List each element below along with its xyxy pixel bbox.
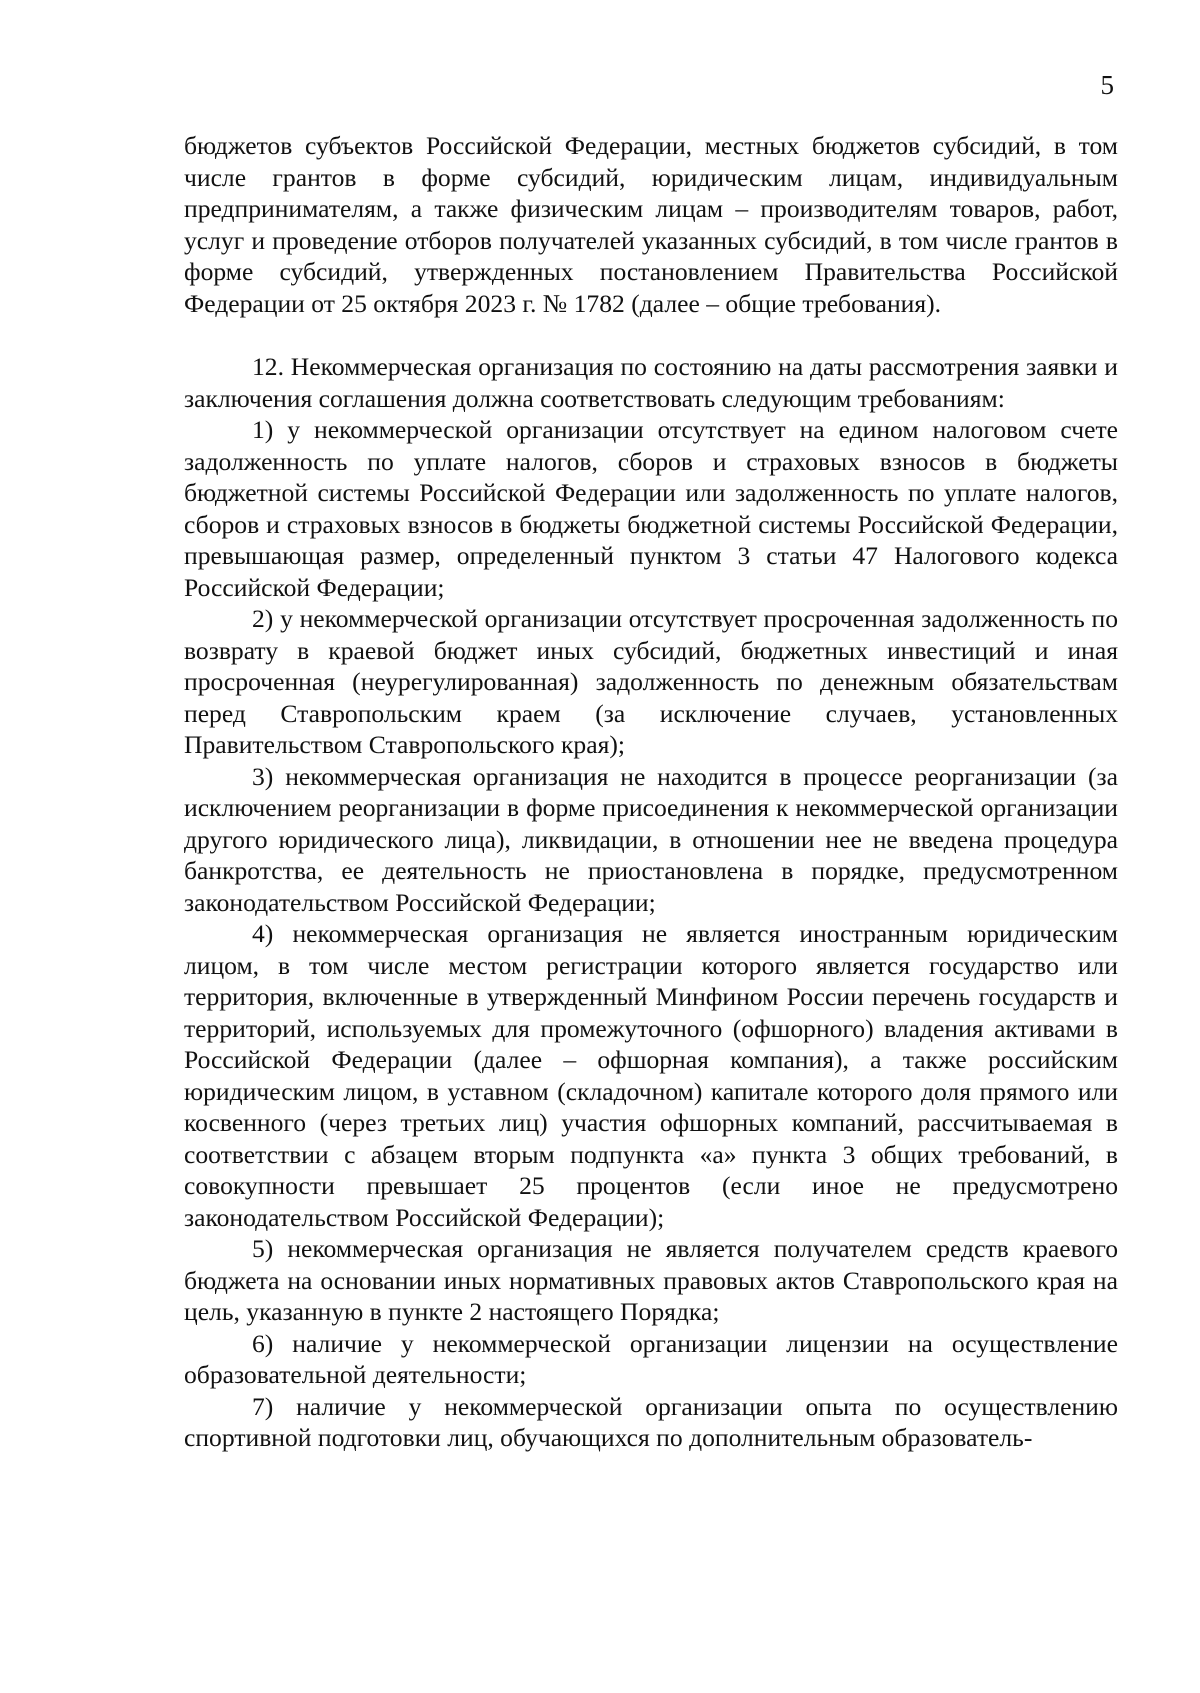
paragraph-item-5: 5) некоммерческая организация не является получателем средств краевого бюджета на основании иных нормативных правовых актов Ставропольского края на цель, указанную в пункте 2 настоящего Порядка; [184, 1234, 1118, 1326]
paragraph-item-7: 7) наличие у некоммерческой организации опыта по осуществлению спортивной подготовки лиц, обучающихся по дополнительным образователь- [184, 1391, 1118, 1452]
paragraph-item-3: 3) некоммерческая организация не находится в процессе реорганизации (за исключением реорганизации в форме присоединения к некоммерческой организации другого юридического лица), ликвидации, в отношении нее не введена процедура банкротства, ее деятельность не приостановлена в порядке, предусмотренном законодательством Российской Федерации; [184, 761, 1118, 917]
paragraph-continuation: бюджетов субъектов Российской Федерации, местных бюджетов субсидий, в том числе грантов в форме субсидий, юридическим лицам, индивидуальным предпринимателям, а также физическим лицам – производителям товаров, работ, услуг и проведение отборов получателей указанных субсидий, в том числе грантов в форме субсидий, утвержденных постановлением Правительства Российской Федерации от 25 октября 2023 г. № 1782 (далее – общие требования). [184, 131, 1118, 318]
page-number: 5 [1100, 70, 1114, 100]
paragraph-item-1: 1) у некоммерческой организации отсутствует на едином налоговом счете задолженность по уплате налогов, сборов и страховых взносов в бюджеты бюджетной системы Российской Федерации или задолженность по уплате налогов, сборов и страховых взносов в бюджеты бюджетной системы Российской Федерации, превышающая размер, определенный пунктом 3 статьи 47 Налогового кодекса Российской Федерации; [184, 415, 1118, 602]
paragraph-item-2: 2) у некоммерческой организации отсутствует просроченная задолженность по возврату в краевой бюджет иных субсидий, бюджетных инвестиций и иная просроченная (неурегулированная) задолженность по денежным обязательствам перед Ставропольским краем (за исключение случаев, установленных Правительством Ставропольского края); [184, 604, 1118, 759]
document-body [184, 130, 1118, 1454]
paragraph-item-6: 6) наличие у некоммерческой организации лицензии на осуществление образовательной деятельности; [184, 1328, 1118, 1389]
paragraph-clause-12: 12. Некоммерческая организация по состоянию на даты рассмотрения заявки и заключения соглашения должна соответствовать следующим требованиям: [184, 352, 1118, 413]
paragraph-item-4: 4) некоммерческая организация не является иностранным юридическим лицом, в том числе местом регистрации которого является государство или территория, включенные в утвержденный Минфином России перечень государств и территорий, используемых для промежуточного (офшорного) владения активами в Российской Федерации (далее – офшорная компания), а также российским юридическим лицом, в уставном (складочном) капитале которого доля прямого или косвенного (через третьих лиц) участия офшорных компаний, рассчитываемая в соответствии с абзацем вторым подпункта «а» пункта 3 общих требований, в совокупности превышает 25 процентов (если иное не предусмотрено законодательством Российской Федерации); [184, 919, 1118, 1232]
